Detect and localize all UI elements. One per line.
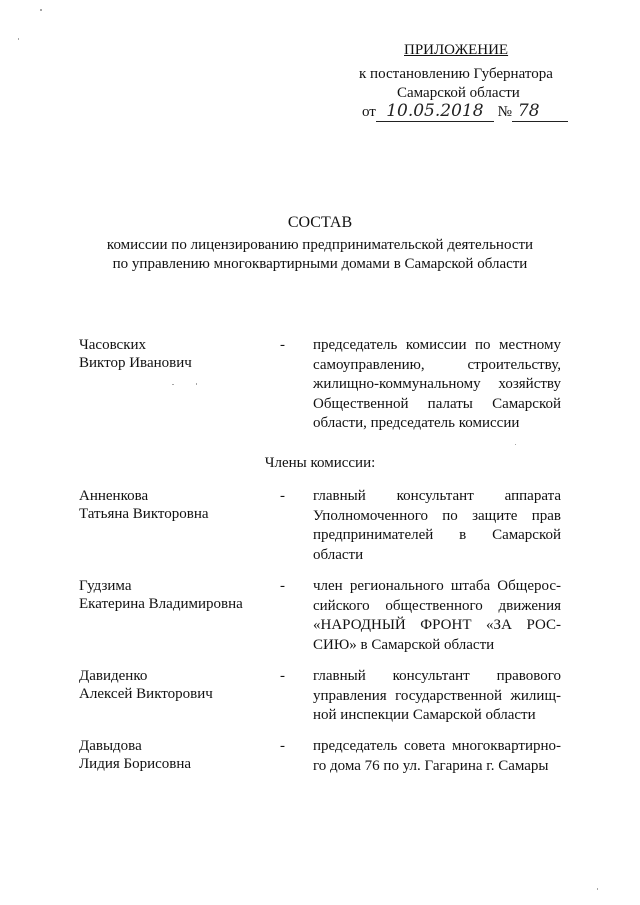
member-description xyxy=(313,667,561,726)
scan-speck xyxy=(40,9,42,11)
member-given-names: Алексей Викторович xyxy=(79,686,213,702)
appendix-date-row xyxy=(362,101,568,122)
scan-speck xyxy=(196,383,197,385)
member-surname: Гудзима xyxy=(79,578,132,594)
description-line: «НАРОДНЫЙ ФРОНТ «ЗА РОС- xyxy=(313,617,561,633)
description-line: предпринимателей в Самарской xyxy=(313,527,561,543)
scan-speck xyxy=(515,444,516,445)
description-line: ной инспекции Самарской области xyxy=(313,707,536,723)
member-description xyxy=(313,577,561,655)
number-handwritten: 78 xyxy=(512,101,568,122)
member-description xyxy=(313,487,561,565)
appendix-line-2: Самарской области xyxy=(397,85,520,101)
date-prefix: от xyxy=(362,104,376,120)
document-subtitle-line-1: комиссии по лицензированию предпринимательской деятельности xyxy=(106,237,534,253)
member-given-names: Лидия Борисовна xyxy=(79,756,192,772)
document-title: СОСТАВ xyxy=(287,214,353,231)
description-line: го дома 76 по ул. Гагарина г. Самары xyxy=(313,757,549,774)
description-line: Общественной палаты Самарской xyxy=(313,395,561,412)
date-handwritten: 10.05.2018 xyxy=(376,101,494,122)
description-line: области xyxy=(313,546,364,563)
members-heading: Члены комиссии: xyxy=(264,455,376,471)
description-line: главный консультант правового xyxy=(313,668,561,684)
scan-speck xyxy=(18,38,19,40)
description-line: области, председатель комиссии xyxy=(313,415,520,431)
description-line: самоуправлению, строительству, xyxy=(313,356,561,373)
member-given-names: Татьяна Викторовна xyxy=(79,506,209,522)
description-line: председатель комиссии по местному xyxy=(313,337,561,353)
member-dash: - xyxy=(280,738,285,754)
description-line: председатель совета многоквартирно- xyxy=(313,738,561,754)
member-given-names: Екатерина Владимировна xyxy=(79,596,243,612)
member-description xyxy=(313,737,561,776)
number-prefix: № xyxy=(497,104,512,120)
member-surname: Часовских xyxy=(79,337,147,353)
member-description xyxy=(313,336,561,434)
member-surname: Давыдова xyxy=(79,738,142,754)
scan-speck xyxy=(172,384,174,385)
description-line: сийского общественного движения xyxy=(313,597,561,614)
description-line: жилищно-коммунальному хозяйству xyxy=(313,376,561,392)
member-surname: Давиденко xyxy=(79,668,148,684)
description-line: Уполномоченного по защите прав xyxy=(313,507,561,524)
description-line: член регионального штаба Общерос- xyxy=(313,578,561,594)
appendix-line-1: к постановлению Губернатора xyxy=(359,66,553,82)
description-line: главный консультант аппарата xyxy=(313,488,561,504)
member-given-names: Виктор Иванович xyxy=(79,355,192,371)
member-dash: - xyxy=(280,488,285,504)
description-line: управления государственной жилищ- xyxy=(313,687,561,704)
member-dash: - xyxy=(280,668,285,684)
document-subtitle-line-2: по управлению многоквартирными домами в Самарской области xyxy=(112,256,528,272)
member-dash: - xyxy=(280,337,285,353)
member-dash: - xyxy=(280,578,285,594)
description-line: СИЮ» в Самарской области xyxy=(313,636,495,653)
appendix-title: ПРИЛОЖЕНИЕ xyxy=(404,42,509,58)
member-surname: Анненкова xyxy=(79,488,149,504)
scan-speck xyxy=(597,888,598,890)
